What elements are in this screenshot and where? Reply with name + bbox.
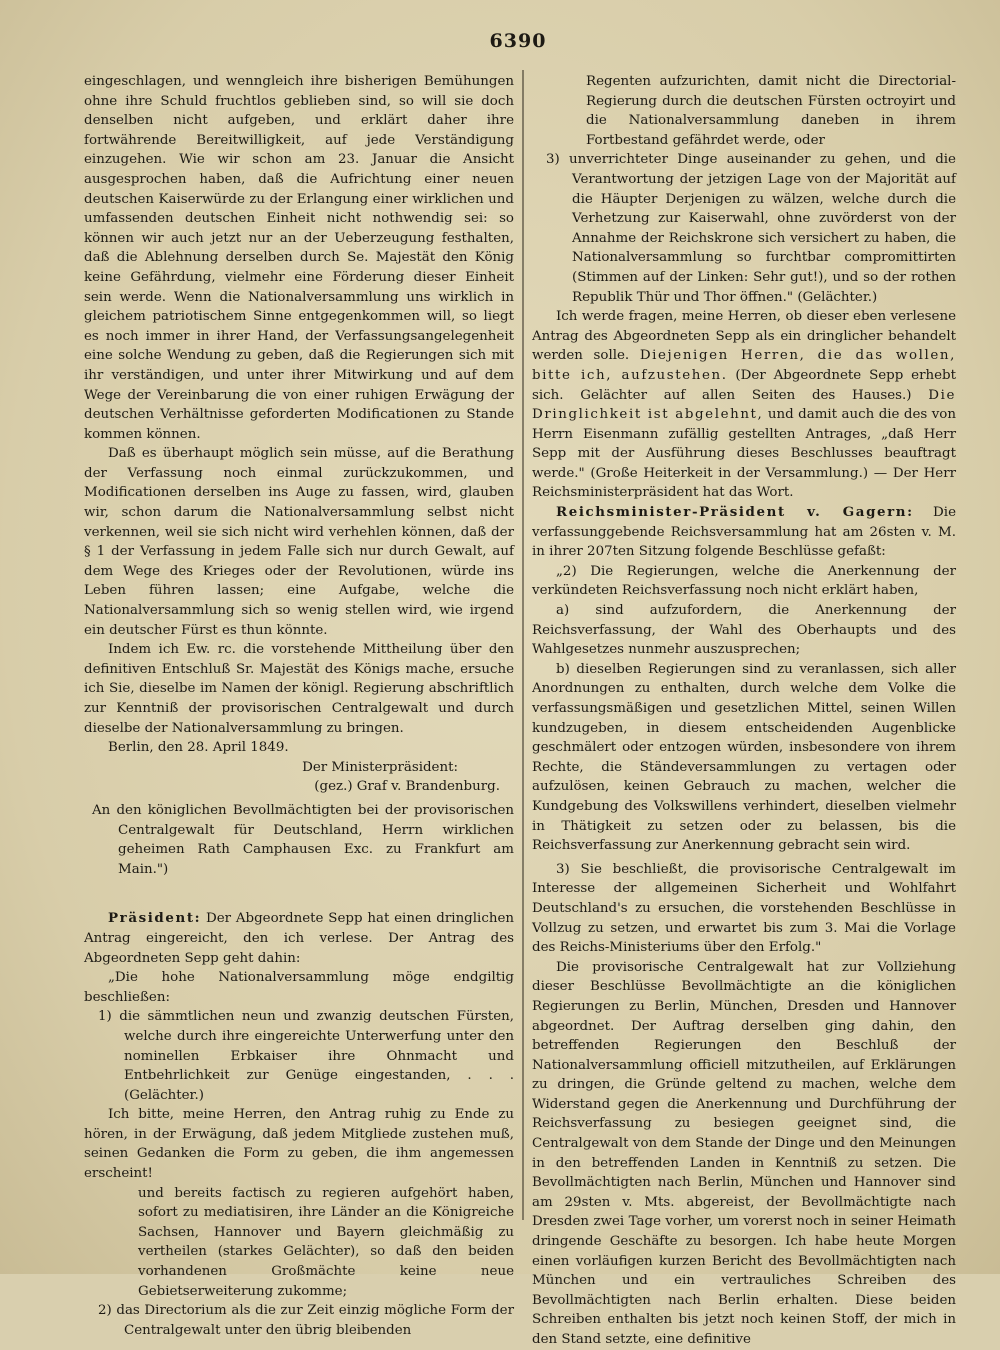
paragraph bbox=[532, 307, 956, 503]
resolution-subitem: b) dieselben Regierungen sind zu veranlassen, sich aller Anordnungen zu enthalten, durch welche dem Volke die verfassungsmäßigen und gesetzlichen Mittel, seinen Willen kundzugeben, in diesem entscheidenden Augenblicke geschmälert oder entzogen würden, insbesondere von ihrem Rechte, die Ständeversammlungen zu vertagen oder aufzulösen, keinen Gebrauch zu machen, welcher die Kundgebung des Volkswillens verhindert, dieselben vielmehr in Thätigkeit zu setzen oder zu belassen, bis die Reichsverfassung zur Anerkennung gebracht sein wird. bbox=[532, 661, 956, 854]
motion-continuation: Regenten aufzurichten, damit nicht die Directorial-Regierung durch die deutschen Fürsten octroyirt und die Nationalversammlung daneben in ihrem Fortbestand gefährdet werde, oder bbox=[586, 74, 956, 148]
resolution-item: 3) Sie beschließt, die provisorische Centralgewalt im Interesse der allgemeinen Sicherheit und Wohlfahrt Deutschland's zu ersuchen, die vorstehenden Beschlüsse in Vollzug zu setzen, und erwartet bis zum 3. Mai die Vorlage des Reichs-Ministeriums über den Erfolg." bbox=[532, 861, 956, 956]
speech-text: Die verfassunggebende Reichsversammlung hat am 26sten v. M. in ihrer 207ten Sitzung folgende Beschlüsse gefaßt: bbox=[532, 505, 956, 560]
speech-text: Ich werde fragen, meine Herren, ob dieser eben verlesene Antrag des Abgeordneten Sepp als ein dringlicher behandelt werden solle. bbox=[532, 309, 956, 364]
spaced-text: Diejenigen Herren, die das wollen, bitte ich, aufzustehen. bbox=[532, 348, 956, 383]
resolution-item: „2) Die Regierungen, welche die Anerkennung der verkündeten Reichsverfassung noch nicht erklärt haben, bbox=[532, 563, 956, 599]
paragraph: Indem ich Ew. rc. die vorstehende Mittheilung über den definitiven Entschluß Sr. Majestät des Königs mache, ersuche ich Sie, dieselbe im Namen der königl. Regierung abschriftlich zur Kenntniß der provisorischen Centralgewalt und durch dieselbe der Nationalversammlung zu bringen. bbox=[84, 642, 514, 736]
section-gap bbox=[84, 879, 514, 909]
speaker-label: Reichsminister-Präsident v. Gagern: bbox=[556, 504, 914, 521]
paragraph: Ich bitte, meine Herren, den Antrag ruhig zu Ende zu hören, in der Erwägung, daß jedem Mitgliede zustehen muß, seinen Gedanken die Form zu geben, die ihm angemessen erscheint! bbox=[84, 1107, 514, 1182]
speech-text: und damit auch die des von Herrn Eisenmann zufällig gestellten Antrages, „daß Herr Sepp mit der Ausführung dieses Beschlusses beauftragt werde." (Große Heiterkeit in der Versammlung.) — Der Herr Reichsministerpräsident hat das Wort. bbox=[532, 407, 956, 501]
left-column bbox=[84, 72, 514, 1340]
paragraph: Daß es überhaupt möglich sein müsse, auf die Berathung der Verfassung noch einmal zurückzukommen, und Modificationen derselben ins Auge zu fassen, wird, glauben wir, schon darum die Nationalversammlung selbst nicht verkennen, weil sie sich nicht wird verhehlen können, daß der § 1 der Verfassung in jedem Falle sich nur durch Gewalt, auf dem Wege des Krieges oder der Revolutionen, würde ins Leben führen lassen; eine Aufgabe, welche die Nationalversammlung sich so wenig stellen wird, wie irgend ein deutscher Fürst es thun könnte. bbox=[84, 446, 514, 638]
column-divider bbox=[522, 70, 524, 1220]
speech-text: (Der Abgeordnete Sepp erhebt sich. Gelächter auf allen Seiten des Hauses.) bbox=[532, 367, 956, 403]
speech-text: Der Abgeordnete Sepp hat einen dringlichen Antrag eingereicht, den ich verlese. Der Antrag des Abgeordneten Sepp geht dahin: bbox=[84, 911, 514, 966]
resolution-subitem: a) sind aufzufordern, die Anerkennung der Reichsverfassung, der Wahl des Oberhaupts und des Wahlgesetzes nunmehr auszusprechen; bbox=[532, 603, 956, 658]
motion-item: 2) das Directorium als die zur Zeit einzig mögliche Form der Centralgewalt unter den übrig bleibenden bbox=[98, 1303, 514, 1338]
letter-address: An den königlichen Bevollmächtigten bei der provisorischen Centralgewalt für Deutschland, Herrn wirklichen geheimen Rath Camphausen Exc. zu Frankfurt am Main.") bbox=[92, 802, 514, 877]
motion-continuation: und bereits factisch zu regieren aufgehört haben, sofort zu mediatisiren, ihre Länder an die Königreiche Sachsen, Hannover und Bayern gleichmäßig zu vertheilen (starkes Gelächter), so daß den beiden vorhandenen Großmächte keine neue Gebietserweiterung zukomme; bbox=[138, 1185, 514, 1299]
letter-date: Berlin, den 28. April 1849. bbox=[108, 740, 289, 756]
motion-intro: „Die hohe Nationalversammlung möge endgiltig beschließen: bbox=[84, 970, 514, 1005]
page-number: 6390 bbox=[489, 30, 547, 52]
right-column bbox=[532, 72, 956, 1350]
motion-item: 3) unverrichteter Dinge auseinander zu gehen, und die Verantwortung der jetzigen Lage von der Majorität auf die Häupter Derjenigen zu wälzen, welche durch die Verhetzung zur Kaiserwahl, ohne zuvörderst von der Annahme der Reichskrone sich versichert zu haben, die Nationalversammlung so furchtbar compromittirten (Stimmen auf der Linken: Sehr gut!), und so der rothen Republik Thür und Thor öffnen." (Gelächter.) bbox=[546, 152, 956, 305]
signature-title: Der Ministerpräsident: bbox=[302, 759, 458, 775]
motion-item: 1) die sämmtlichen neun und zwanzig deutschen Fürsten, welche durch ihre eingereichte Unterwerfung unter den nominellen Erbkaiser ihre Ohnmacht und Entbehrlichkeit zur Genüge eingestanden, . . . (Gelächter.) bbox=[98, 1009, 514, 1103]
spaced-text: Die Dringlichkeit ist abgelehnt, bbox=[532, 387, 956, 423]
minister-speech bbox=[532, 503, 956, 562]
speaker-label: Präsident: bbox=[108, 910, 202, 927]
paragraph: Die provisorische Centralgewalt hat zur Vollziehung dieser Beschlüsse Bevollmächtigte an die königlichen Regierungen zu Berlin, München, Dresden und Hannover abgeordnet. Der Auftrag derselben ging dahin, den betreffenden Regierungen den Beschluß der Nationalversammlung officiell mitzutheilen, auf Erklärungen zu dringen, die Gründe geltend zu machen, welche dem Widerstand gegen die Anerkennung und Durchführung der Reichsverfassung zu besiegen geeignet sind, die Centralgewalt von dem Stande der Dinge und den Meinungen in den betreffenden Landen in Kenntniß zu setzen. Die Bevollmächtigten nach Berlin, München und Hannover sind am 29sten v. Mts. abgereist, der Bevollmächtigte nach Dresden zwei Tage vorher, um vorerst noch in seiner Heimath dringende Geschäfte zu besorgen. Ich habe heute Morgen einen vorläufigen kurzen Bericht des Bevollmächtigten nach München und ein vertrauliches Schreiben des Bevollmächtigten nach Berlin erhalten. Diese beiden Schreiben enthalten bis jetzt noch keinen Stoff, der mich in den Stand setzte, eine definitive bbox=[532, 959, 956, 1347]
president-speech bbox=[84, 909, 514, 968]
signature-name: (gez.) Graf v. Brandenburg. bbox=[314, 779, 500, 795]
paragraph: eingeschlagen, und wenngleich ihre bisherigen Bemühungen ohne ihre Schuld fruchtlos geblieben sind, so will sie doch denselben nicht aufgeben, und erklärt daher ihre fortwährende Bereitwilligkeit, auf jede Verständigung einzugehen. Wie wir schon am 23. Januar die Ansicht ausgesprochen haben, daß die Aufrichtung einer neuen deutschen Kaiserwürde zu der Erlangung einer wirklichen und umfassenden deutschen Einheit nicht nothwendig sei: so können wir auch jetzt nur an der Ueberzeugung festhalten, daß die Ablehnung derselben durch Se. Majestät den König keine Gefährdung, vielmehr eine Förderung dieser Einheit sein werde. Wenn die Nationalversammlung uns wirklich in gleichem patriotischem Sinne entgegenkommen will, so liegt es noch immer in ihrer Hand, der Verfassungsangelegenheit eine solche Wendung zu geben, daß die Regierungen sich mit ihr verständigen, und unter ihrer Mitwirkung und auf dem Wege der Vereinbarung die von einer ruhigen Erwägung der deutschen Verhältnisse geforderten Modificationen zu Stande kommen können. bbox=[84, 74, 514, 442]
